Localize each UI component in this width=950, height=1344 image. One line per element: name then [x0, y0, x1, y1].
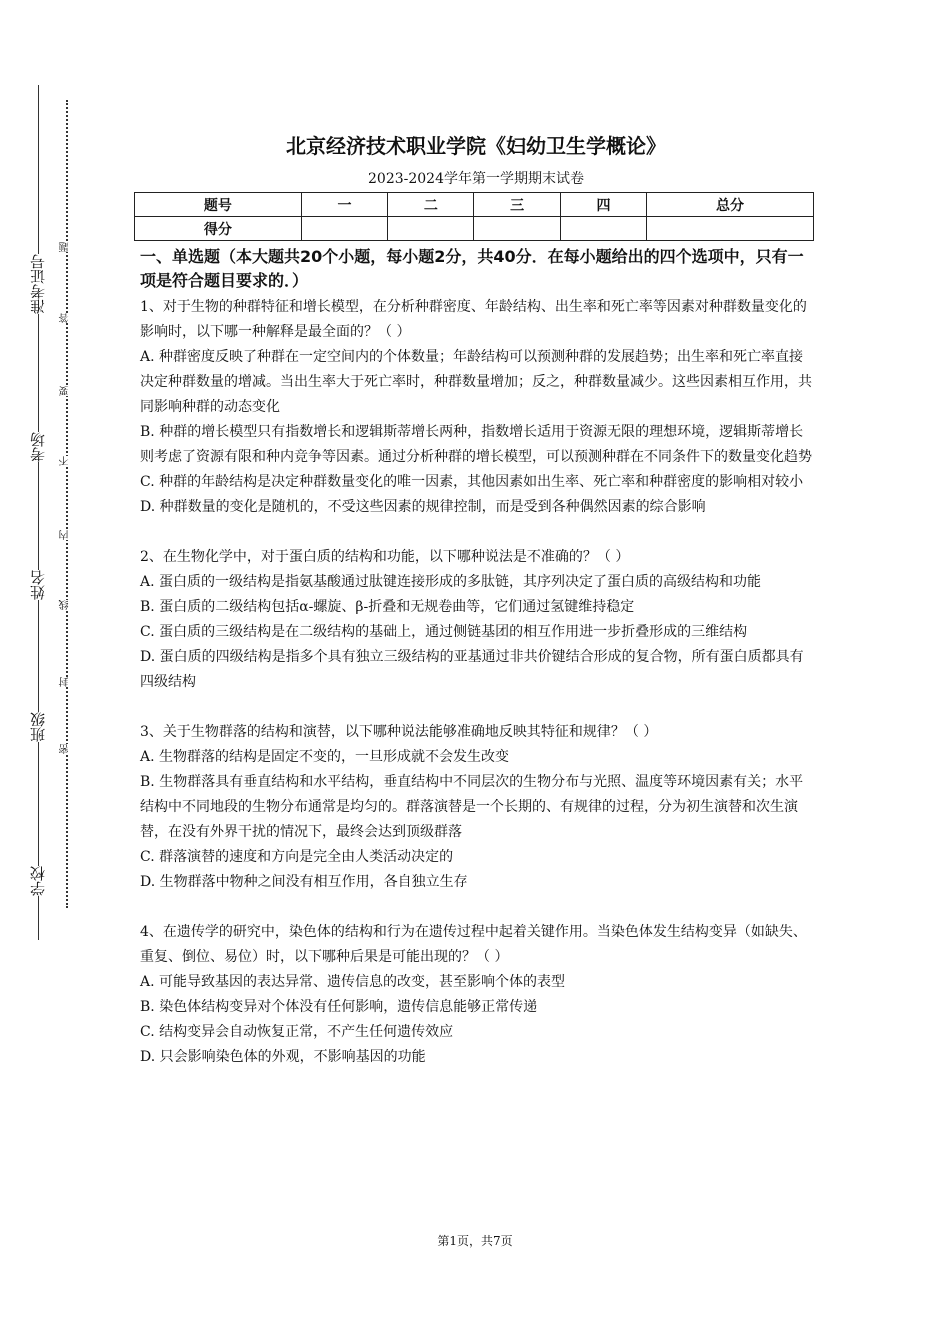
- seal-word: 答: [57, 313, 75, 323]
- class-label: 班级: [20, 712, 56, 742]
- score-cell: [560, 217, 646, 241]
- score-table-header-row: [135, 193, 814, 217]
- exam-page: [140, 130, 812, 1070]
- score-row-label: 得分: [135, 217, 302, 241]
- score-table: [134, 192, 814, 241]
- seal-word: 密: [57, 744, 75, 754]
- option-a: A. 种群密度反映了种群在一定空间内的个体数量；年龄结构可以预测种群的发展趋势；出生率和死亡率直接决定种群数量的增减。当出生率大于死亡率时，种群数量增加；反之，种群数量减少。这些因素相互作用，共同影响种群的动态变化: [140, 349, 812, 415]
- option-a: A. 蛋白质的一级结构是指氨基酸通过肽键连接形成的多肽链，其序列决定了蛋白质的高级结构和功能: [140, 574, 762, 590]
- score-header-cell: 四: [560, 193, 646, 217]
- option-c: C. 结构变异会自动恢复正常，不产生任何遗传效应: [140, 1024, 454, 1040]
- exam-subtitle: 2023-2024学年第一学期期末试卷: [368, 171, 584, 187]
- option-d: D. 只会影响染色体的外观，不影响基因的功能: [140, 1049, 426, 1065]
- score-table-score-row: [135, 217, 814, 241]
- option-d: D. 蛋白质的四级结构是指多个具有独立三级结构的亚基通过非共价键结合形成的复合物，所有蛋白质都具有四级结构: [140, 649, 804, 690]
- option-c: C. 群落演替的速度和方向是完全由人类活动决定的: [140, 849, 454, 865]
- option-c: C. 种群的年龄结构是决定种群数量变化的唯一因素，其他因素如出生率、死亡率和种群密度的影响相对较小: [140, 474, 804, 490]
- question-stem: 2、在生物化学中，对于蛋白质的结构和功能，以下哪种说法是不准确的？（ ）: [140, 549, 630, 565]
- score-cell: [474, 217, 560, 241]
- question-1: [140, 295, 812, 520]
- question-stem: 4、在遗传学的研究中，染色体的结构和行为在遗传过程中起着关键作用。当染色体发生结构变异（如缺失、重复、倒位、易位）时，以下哪种后果是可能出现的？（ ）: [140, 924, 807, 965]
- name-label: 姓名: [20, 570, 56, 600]
- score-header-cell: 总分: [647, 193, 814, 217]
- score-cell: [301, 217, 387, 241]
- question-stem: 3、关于生物群落的结构和演替，以下哪种说法能够准确地反映其特征和规律？（ ）: [140, 724, 658, 740]
- binding-margin: [0, 0, 120, 1344]
- exam-title: 北京经济技术职业学院《妇幼卫生学概论》: [286, 134, 666, 158]
- option-b: B. 染色体结构变异对个体没有任何影响，遗传信息能够正常传递: [140, 999, 538, 1015]
- binding-line: [38, 85, 39, 940]
- option-b: B. 蛋白质的二级结构包括α-螺旋、β-折叠和无规卷曲等，它们通过氢键维持稳定: [140, 599, 635, 615]
- option-d: D. 生物群落中物种之间没有相互作用，各自独立生存: [140, 874, 468, 890]
- seal-word: 内: [57, 530, 75, 540]
- exam-room-label: 考场: [20, 432, 56, 462]
- option-d: D. 种群数量的变化是随机的，不受这些因素的规律控制，而是受到各种偶然因素的综合影响: [140, 499, 706, 515]
- question-2: [140, 545, 812, 695]
- option-b: B. 生物群落具有垂直结构和水平结构，垂直结构中不同层次的生物分布与光照、温度等环境因素有关；水平结构中不同地段的生物分布通常是均匀的。群落演替是一个长期的、有规律的过程，分为初生演替和次生演替，在没有外界干扰的情况下，最终会达到顶级群落: [140, 774, 804, 840]
- option-c: C. 蛋白质的三级结构是在二级结构的基础上，通过侧链基团的相互作用进一步折叠形成的三维结构: [140, 624, 748, 640]
- seal-dotted-line: [66, 100, 68, 908]
- score-header-cell: 二: [388, 193, 474, 217]
- seal-word: 线: [57, 600, 75, 610]
- option-a: A. 可能导致基因的表达异常、遗传信息的改变，甚至影响个体的表型: [140, 974, 566, 990]
- question-stem: 1、对于生物的种群特征和增长模型，在分析种群密度、年龄结构、出生率和死亡率等因素对种群数量变化的影响时，以下哪一种解释是最全面的？（ ）: [140, 299, 807, 340]
- option-a: A. 生物群落的结构是固定不变的，一旦形成就不会发生改变: [140, 749, 510, 765]
- question-4: [140, 920, 812, 1070]
- score-cell: [647, 217, 814, 241]
- score-cell: [388, 217, 474, 241]
- section-title: 一、单选题（本大题共20个小题，每小题2分，共40分．在每小题给出的四个选项中，只有一项是符合题目要求的．）: [140, 247, 804, 290]
- score-header-cell: 题号: [135, 193, 302, 217]
- score-header-cell: 一: [301, 193, 387, 217]
- seal-word: 封: [57, 677, 75, 687]
- seal-word: 不: [57, 456, 75, 466]
- option-b: B. 种群的增长模型只有指数增长和逻辑斯蒂增长两种，指数增长适用于资源无限的理想环境，逻辑斯蒂增长则考虑了资源有限和种内竞争等因素。通过分析种群的增长模型，可以预测种群在不同条件下的数量变化趋势: [140, 424, 812, 465]
- seal-word: 要: [57, 386, 75, 396]
- page-number: 第1页，共7页: [437, 1234, 513, 1248]
- school-label: 学校: [20, 866, 56, 896]
- seal-word: 题: [57, 242, 75, 252]
- question-3: [140, 720, 812, 895]
- admission-number-label: 准考证号: [20, 254, 56, 314]
- score-header-cell: 三: [474, 193, 560, 217]
